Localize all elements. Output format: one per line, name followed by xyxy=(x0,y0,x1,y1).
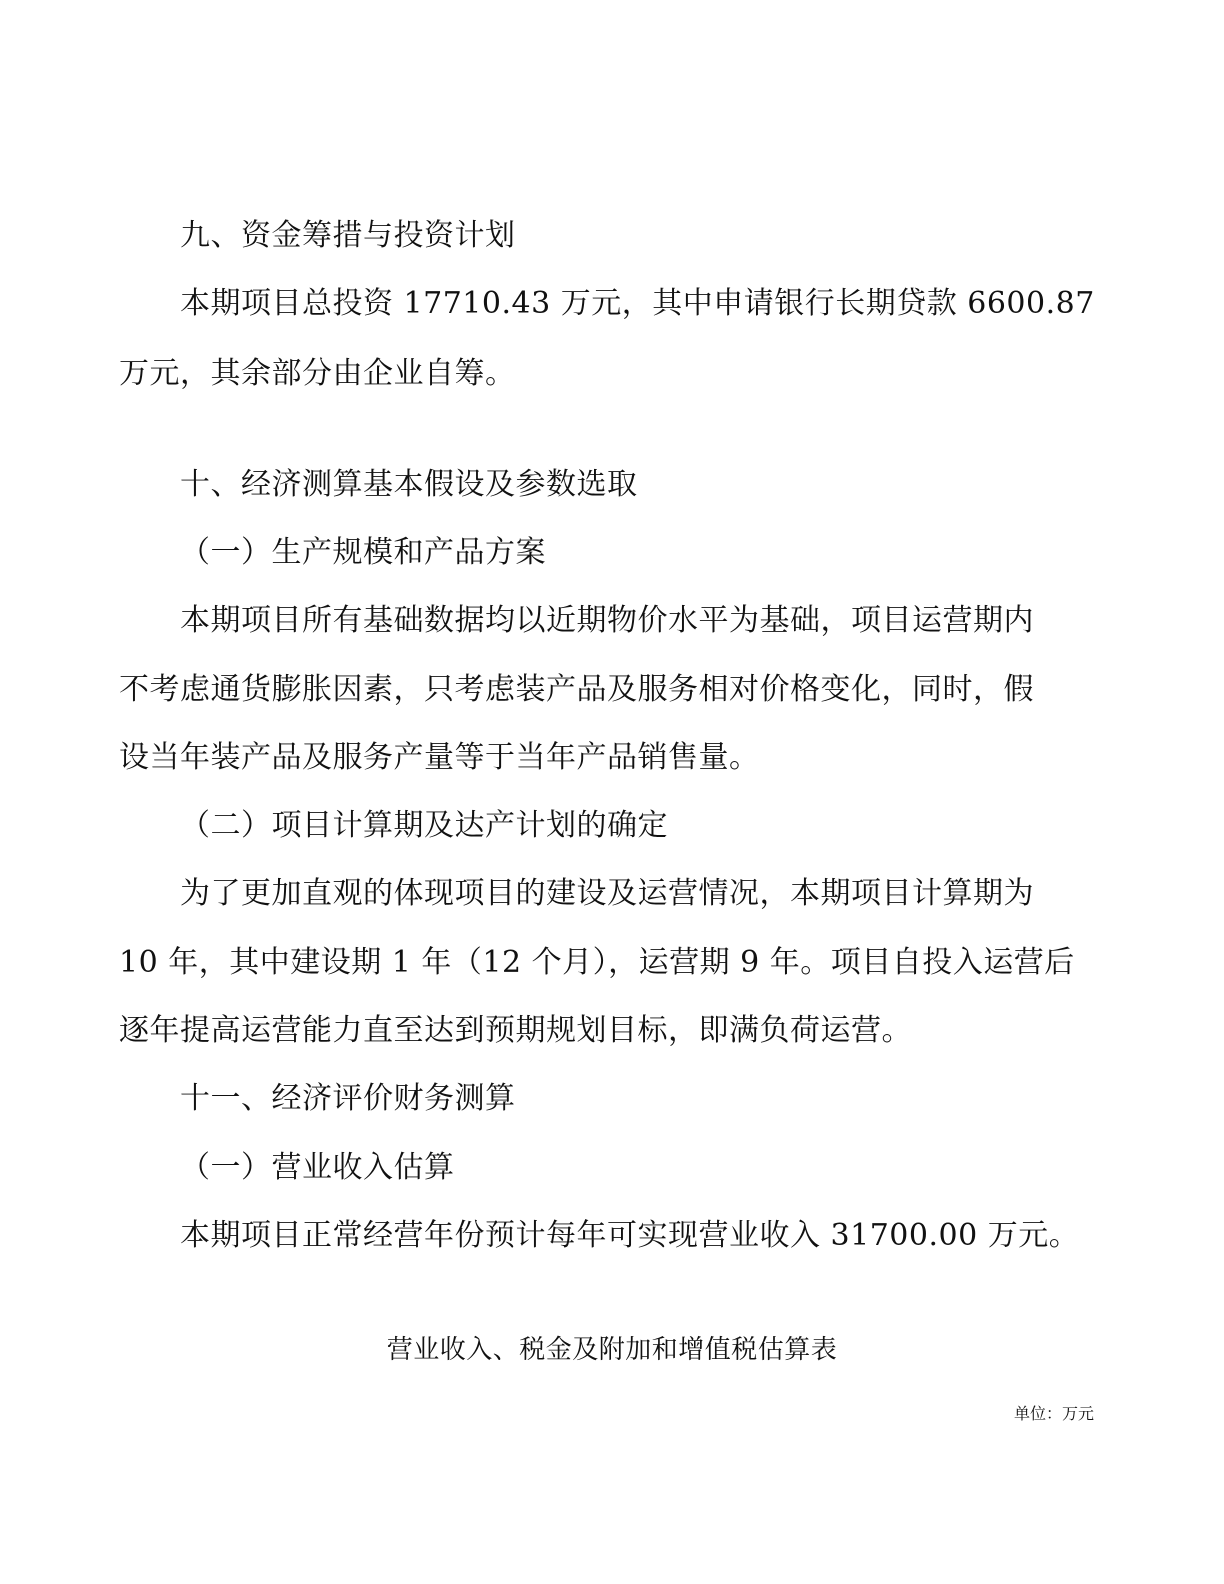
subsection-heading: （一）生产规模和产品方案 xyxy=(180,535,546,570)
section-heading-9: 九、资金筹措与投资计划 xyxy=(180,218,516,253)
paragraph-line: 本期项目所有基础数据均以近期物价水平为基础，项目运营期内 xyxy=(180,603,1034,638)
paragraph-line: 本期项目正常经营年份预计每年可实现营业收入 31700.00 万元。 xyxy=(180,1218,1080,1253)
paragraph-line: 不考虑通货膨胀因素，只考虑装产品及服务相对价格变化，同时，假 xyxy=(119,672,1034,707)
paragraph-line: 10 年，其中建设期 1 年（12 个月），运营期 9 年。项目自投入运营后 xyxy=(119,945,1075,980)
paragraph-line: 为了更加直观的体现项目的建设及运营情况，本期项目计算期为 xyxy=(180,876,1034,911)
table-unit-label: 单位：万元 xyxy=(1013,1404,1094,1423)
section-heading-11: 十一、经济评价财务测算 xyxy=(180,1081,516,1116)
subsection-heading: （二）项目计算期及达产计划的确定 xyxy=(180,808,668,843)
subsection-heading: （一）营业收入估算 xyxy=(180,1150,455,1185)
paragraph-line: 设当年装产品及服务产量等于当年产品销售量。 xyxy=(119,740,760,775)
section-heading-10: 十、经济测算基本假设及参数选取 xyxy=(180,467,638,502)
paragraph-line: 本期项目总投资 17710.43 万元，其中申请银行长期贷款 6600.87 xyxy=(180,286,1095,321)
paragraph-line: 逐年提高运营能力直至达到预期规划目标，即满负荷运营。 xyxy=(119,1013,912,1048)
paragraph-line: 万元，其余部分由企业自筹。 xyxy=(119,356,516,391)
table-title: 营业收入、税金及附加和增值税估算表 xyxy=(386,1335,838,1365)
